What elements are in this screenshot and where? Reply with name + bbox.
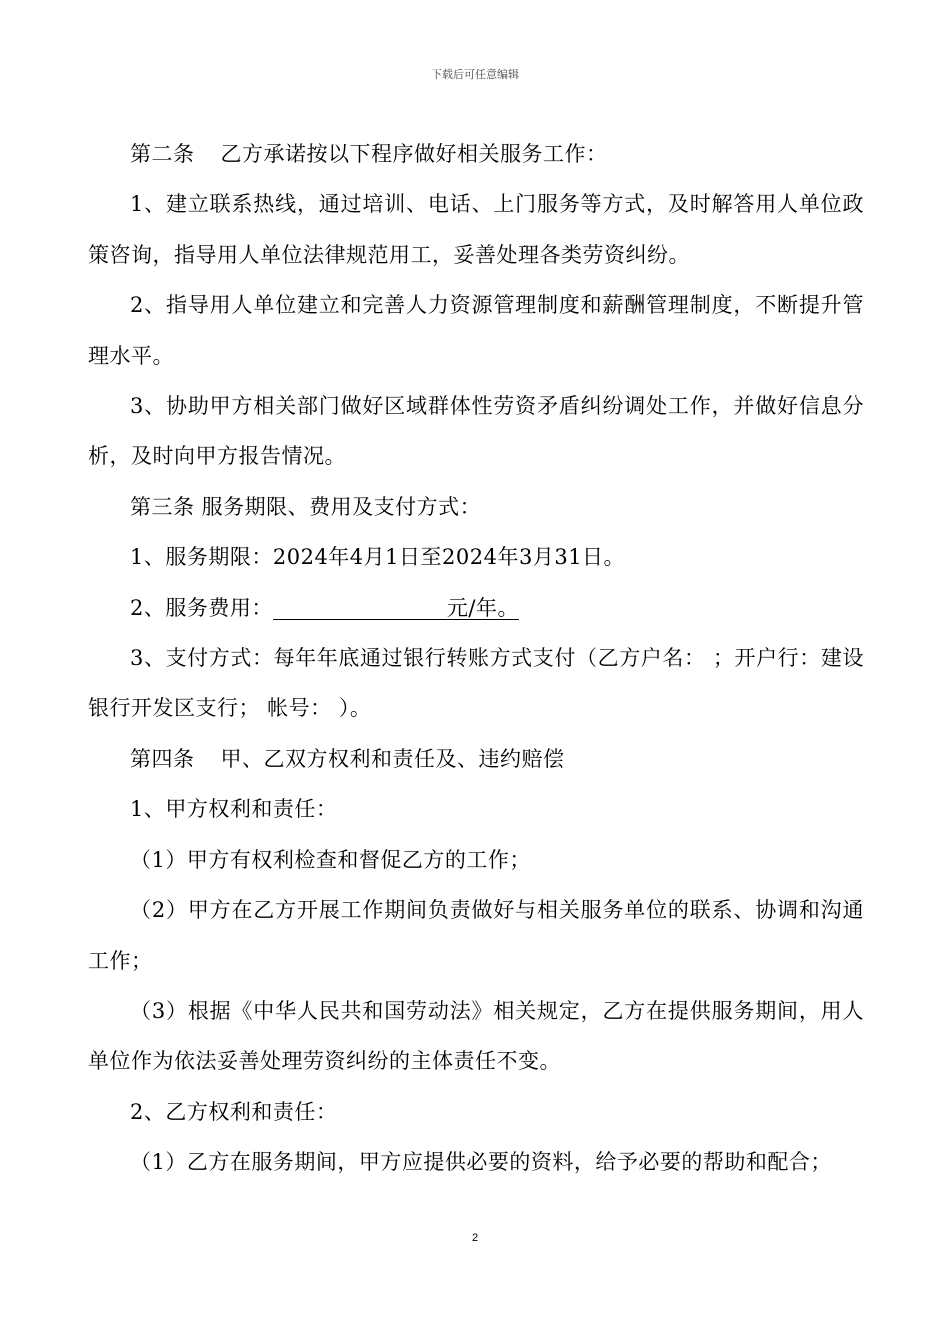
article-2-heading (88, 129, 864, 179)
service-fee (88, 583, 864, 633)
page-number: 2 (471, 1232, 479, 1244)
service-term: 1、服务期限：2024年4月1日至2024年3月31日。 (130, 545, 626, 570)
party-a-title: 1、甲方权利和责任： (130, 797, 338, 822)
article-2-text: 乙方承诺按以下程序做好相关服务工作： (220, 142, 608, 166)
document-body (88, 129, 864, 1188)
article-2-item-3: 3、协助甲方相关部门做好区域群体性劳资矛盾纠纷调处工作，并做好信息分析，及时向甲方报告情况。 (88, 394, 864, 469)
article-4-heading (88, 734, 864, 784)
party-b-item-1: （1）乙方在服务期间，甲方应提供必要的资料，给予必要的帮助和配合； (130, 1150, 832, 1175)
article-4-text: 甲、乙双方权利和责任及、违约赔偿 (220, 746, 565, 771)
party-a-item-2: （2）甲方在乙方开展工作期间负责做好与相关服务单位的联系、协调和沟通工作； (88, 898, 864, 973)
article-2-item-1: 1、建立联系热线，通过培训、电话、上门服务等方式，及时解答用人单位政策咨询，指导用人单位法律规范用工，妥善处理各类劳资纠纷。 (88, 192, 864, 267)
header-note: 下载后可任意编辑 (431, 68, 519, 81)
payment-method: 3、支付方式：每年年底通过银行转账方式支付（乙方户名： ；开户行：建设银行开发区支行； 帐号： ）。 (88, 646, 864, 721)
party-a-item-1: （1）甲方有权利检查和督促乙方的工作； (130, 847, 531, 872)
service-fee-label: 2、服务费用： (130, 595, 273, 620)
service-fee-unit: 元/年。 (446, 595, 519, 620)
article-2-item-2: 2、指导用人单位建立和完善人力资源管理制度和薪酬管理制度，不断提升管理水平。 (88, 293, 864, 368)
article-3-heading: 第三条 服务期限、费用及支付方式： (130, 494, 482, 519)
article-2-label: 第二条 (130, 142, 195, 166)
service-fee-blank (273, 597, 519, 620)
party-a-item-3: （3）根据《中华人民共和国劳动法》相关规定，乙方在提供服务期间，用人单位作为依法妥善处理劳资纠纷的主体责任不变。 (88, 998, 864, 1074)
party-b-title: 2、乙方权利和责任： (130, 1099, 338, 1124)
article-4-label: 第四条 (130, 746, 195, 771)
